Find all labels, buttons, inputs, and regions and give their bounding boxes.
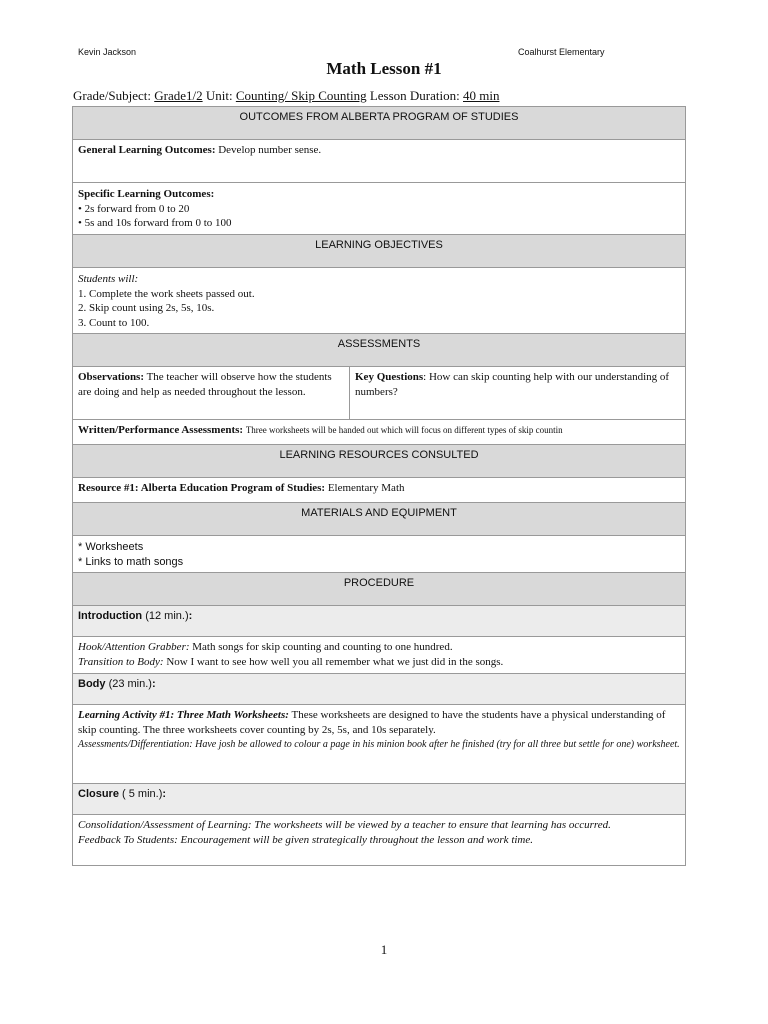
introduction-time: (12 min.): [145, 610, 189, 622]
hook-text: Math songs for skip counting and counting to one hundred.: [192, 641, 453, 653]
specific-outcome-item: • 2s forward from 0 to 20: [78, 202, 190, 215]
resource-text: Elementary Math: [327, 482, 405, 494]
material-item: * Links to math songs: [78, 555, 184, 568]
grade-value: Grade1/2: [154, 88, 203, 103]
body-label: Body: [78, 678, 106, 690]
observations-cell: [73, 367, 350, 420]
closure-subheading: [73, 784, 686, 815]
differentiation-text: Assessments/Differentiation: Have josh be allowed to colour a page in his minion book after he finished (try for all three but settle for one) worksheet.: [78, 739, 680, 750]
transition-text: Now I want to see how well you all remember what we just did in the songs.: [166, 655, 504, 668]
resources-heading: LEARNING RESOURCES CONSULTED: [73, 445, 686, 478]
introduction-subheading: [73, 606, 686, 637]
feedback-text: Feedback To Students: Encouragement will be given strategically throughout the lesson and work time.: [78, 833, 534, 846]
introduction-cell: [73, 637, 686, 674]
lesson-plan-table: [72, 106, 686, 866]
closure-colon: :: [162, 788, 167, 800]
written-assessments-cell: [73, 420, 686, 445]
author-name: Kevin Jackson: [78, 47, 137, 57]
consolidation-text: Consolidation/Assessment of Learning: The worksheets will be viewed by a teacher to ensure that learning has occurred.: [78, 819, 611, 831]
specific-outcomes-label: Specific Learning Outcomes:: [78, 188, 215, 200]
materials-cell: [73, 536, 686, 573]
closure-label: Closure: [78, 788, 119, 800]
activity-text: These worksheets are designed to have the students have a physical understanding of skip counting. The three worksheets cover counting by 2s, 5s, and 10s separately.: [78, 709, 666, 736]
duration-value: 40 min: [463, 88, 500, 103]
unit-value: Counting/ Skip Counting: [235, 88, 367, 103]
assessments-heading: ASSESSMENTS: [73, 334, 686, 367]
body-cell: [73, 705, 686, 784]
transition-label: Transition to Body:: [78, 655, 164, 668]
general-outcomes-label: General Learning Outcomes:: [78, 144, 216, 156]
grade-label: Grade/Subject:: [73, 88, 151, 103]
introduction-label: Introduction: [78, 610, 143, 622]
objective-item: 1. Complete the work sheets passed out.: [78, 287, 255, 300]
materials-heading: MATERIALS AND EQUIPMENT: [73, 503, 686, 536]
key-questions-label: Key Questions: [355, 371, 424, 383]
written-assessments-label: Written/Performance Assessments:: [78, 424, 244, 436]
specific-outcomes-cell: [73, 183, 686, 235]
key-questions-text: : How can skip counting help with our understanding of numbers?: [355, 371, 670, 398]
body-colon: :: [151, 678, 156, 690]
key-questions-cell: [350, 367, 686, 420]
observations-text: The teacher will observe how the students are doing and help as needed throughout the lesson.: [78, 371, 332, 398]
procedure-heading: PROCEDURE: [73, 573, 686, 606]
written-assessments-text: Three worksheets will be handed out which will focus on different types of skip countin: [245, 425, 563, 435]
general-outcomes-cell: [73, 140, 686, 183]
unit-label: Unit:: [205, 88, 233, 103]
objectives-cell: [73, 268, 686, 334]
objectives-intro: Students will:: [78, 273, 139, 285]
page-number: 1: [380, 942, 388, 957]
resource-cell: [73, 478, 686, 503]
grade-subject-line: [73, 88, 499, 104]
resource-label: Resource #1: Alberta Education Program of Studies:: [78, 482, 326, 494]
closure-cell: [73, 815, 686, 866]
introduction-colon: :: [188, 610, 193, 622]
general-outcomes-text: Develop number sense.: [218, 144, 322, 156]
duration-label: Lesson Duration:: [369, 88, 460, 103]
body-time: (23 min.): [108, 678, 152, 690]
activity-label: Learning Activity #1: Three Math Worksheets:: [78, 709, 289, 721]
school-name: Coalhurst Elementary: [518, 47, 605, 57]
outcomes-heading: OUTCOMES FROM ALBERTA PROGRAM OF STUDIES: [73, 107, 686, 140]
specific-outcome-item: • 5s and 10s forward from 0 to 100: [78, 217, 232, 229]
body-subheading: [73, 674, 686, 705]
hook-label: Hook/Attention Grabber:: [78, 641, 190, 653]
closure-time: ( 5 min.): [122, 788, 163, 800]
objective-item: 2. Skip count using 2s, 5s, 10s.: [78, 302, 215, 314]
objectives-heading: LEARNING OBJECTIVES: [73, 235, 686, 268]
observations-label: Observations:: [78, 371, 144, 383]
material-item: * Worksheets: [78, 541, 144, 553]
objective-item: 3. Count to 100.: [78, 316, 150, 329]
lesson-title: Math Lesson #1: [326, 59, 442, 78]
